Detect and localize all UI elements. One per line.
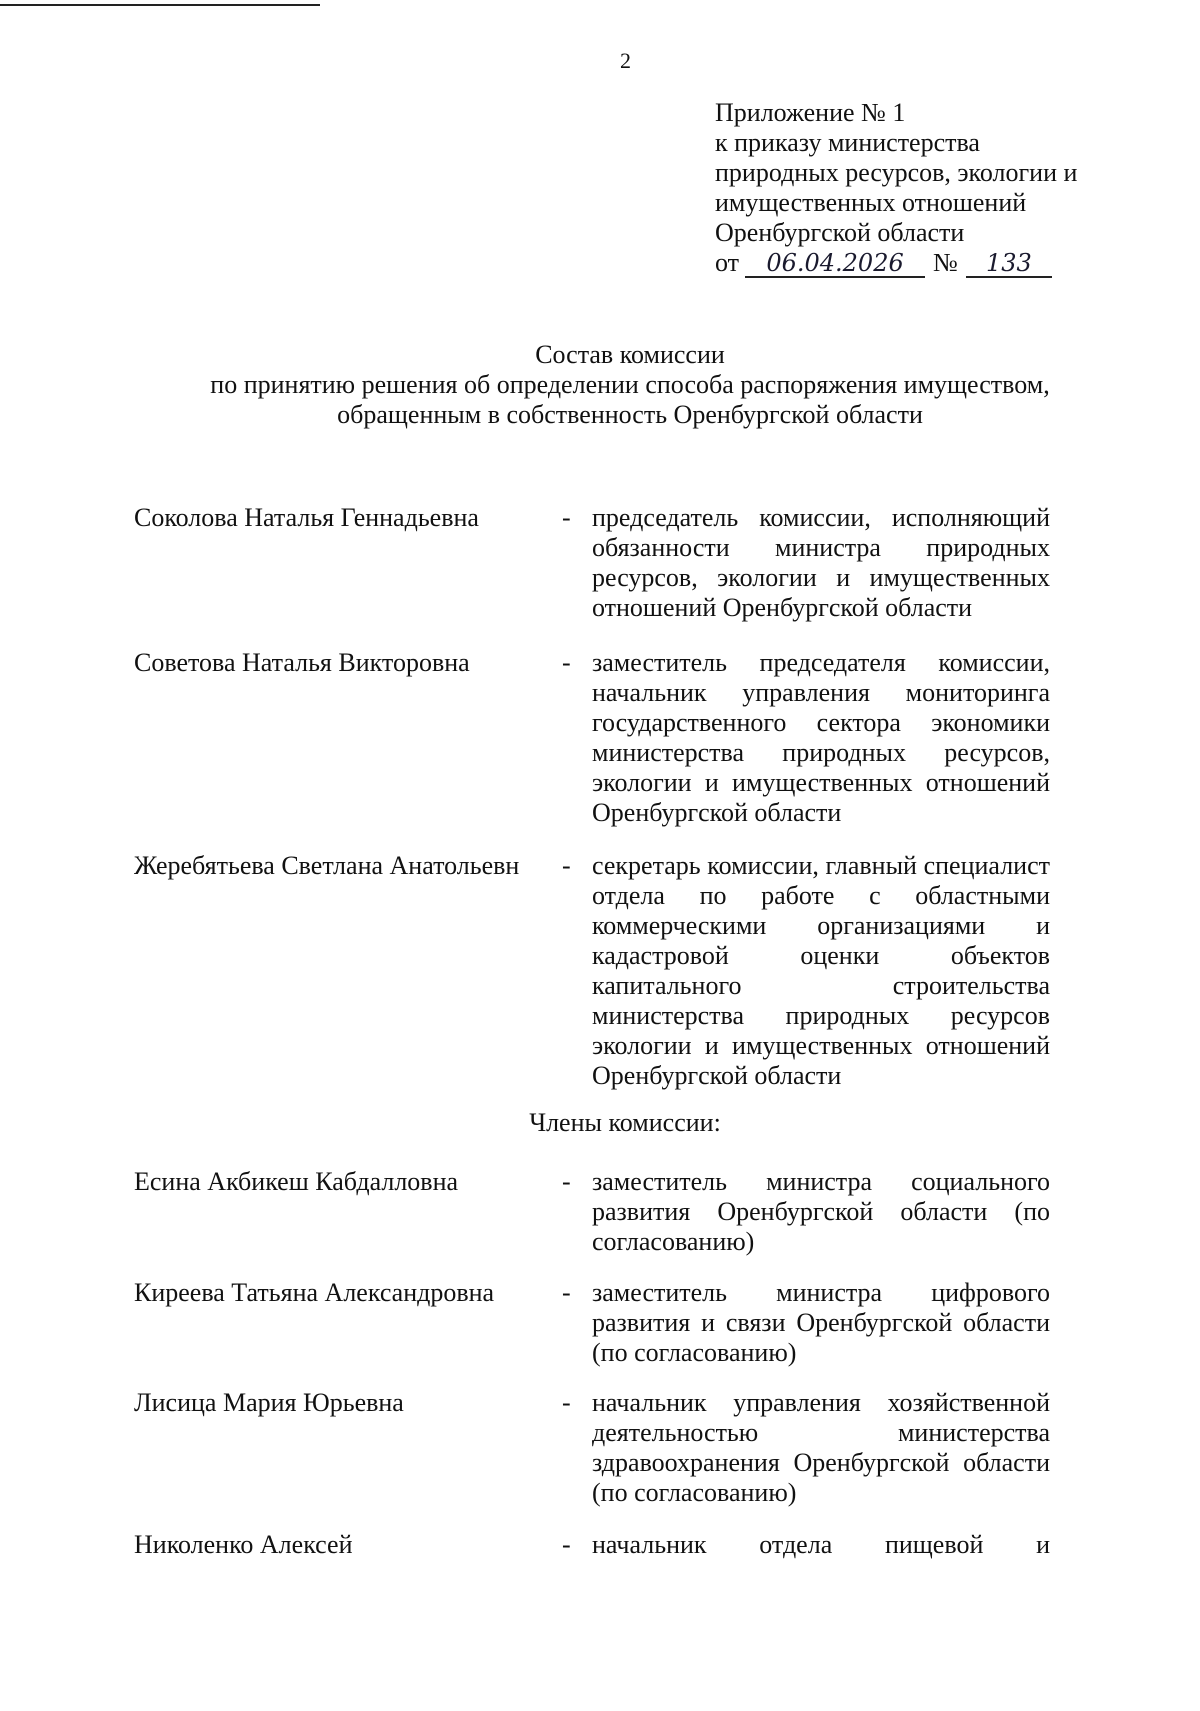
member-role: заместитель министра социального развития Оренбургской области (по согласованию) xyxy=(592,1167,1050,1256)
separator-dash: - xyxy=(562,648,571,677)
separator-dash: - xyxy=(562,1278,571,1307)
member-name: Советова Наталья Викторовна xyxy=(134,648,470,677)
separator-dash: - xyxy=(562,1167,571,1196)
members-heading: Члены комиссии: xyxy=(529,1108,721,1137)
member-role: председатель комиссии, исполняющий обязанности министра природных ресурсов, экологии и имущественных отношений Оренбургской области xyxy=(592,503,1050,622)
separator-dash: - xyxy=(562,1388,571,1417)
appendix-line: Приложение № 1 xyxy=(715,98,906,127)
title-line: по принятию решения об определении способа распоряжения имуществом, xyxy=(210,370,1050,399)
separator-dash: - xyxy=(562,503,571,532)
handwritten-number: 133 xyxy=(966,250,1052,278)
number-prefix: № xyxy=(933,248,958,277)
appendix-line: к приказу министерства xyxy=(715,128,980,157)
member-name: Соколова Наталья Геннадьевна xyxy=(134,503,479,532)
top-rule xyxy=(0,4,320,6)
separator-dash: - xyxy=(562,851,571,880)
member-role: заместитель министра цифрового развития и связи Оренбургской области (по согласованию) xyxy=(592,1278,1050,1367)
title-line: Состав комиссии xyxy=(535,340,725,369)
member-role: начальник управления хозяйственной деятельностью министерства здравоохранения Оренбургской области (по согласованию) xyxy=(592,1388,1050,1507)
document-title xyxy=(0,340,1200,430)
date-prefix: от xyxy=(715,248,740,277)
member-name: Киреева Татьяна Александровна xyxy=(134,1278,495,1307)
appendix-block xyxy=(715,98,1135,278)
separator-dash: - xyxy=(562,1530,571,1559)
handwritten-date: 06.04.2026 xyxy=(745,250,925,278)
member-name: Лисица Мария Юрьевна xyxy=(134,1388,404,1417)
member-role: начальник отдела пищевой и xyxy=(592,1530,1050,1559)
member-name: Николенко Алексей xyxy=(134,1530,353,1559)
appendix-line: Оренбургской области xyxy=(715,218,965,247)
appendix-date-line xyxy=(715,248,1135,278)
appendix-line: природных ресурсов, экологии и xyxy=(715,158,1078,187)
title-line: обращенным в собственность Оренбургской области xyxy=(337,400,923,429)
member-role: секретарь комиссии, главный специалист отдела по работе с областными коммерческими организациями и кадастровой оценки объектов капитального строительства министерства природных ресурсов экологии и имущественных отношений Оренбургской области xyxy=(592,851,1050,1090)
page-number: 2 xyxy=(620,48,631,73)
appendix-line: имущественных отношений xyxy=(715,188,1027,217)
member-name: Жеребятьева Светлана Анатольевн xyxy=(134,851,520,880)
member-role: заместитель председателя комиссии, начальник управления мониторинга государственного сектора экономики министерства природных ресурсов, экологии и имущественных отношений Оренбургской области xyxy=(592,648,1050,827)
member-name: Есина Акбикеш Кабдалловна xyxy=(134,1167,459,1196)
